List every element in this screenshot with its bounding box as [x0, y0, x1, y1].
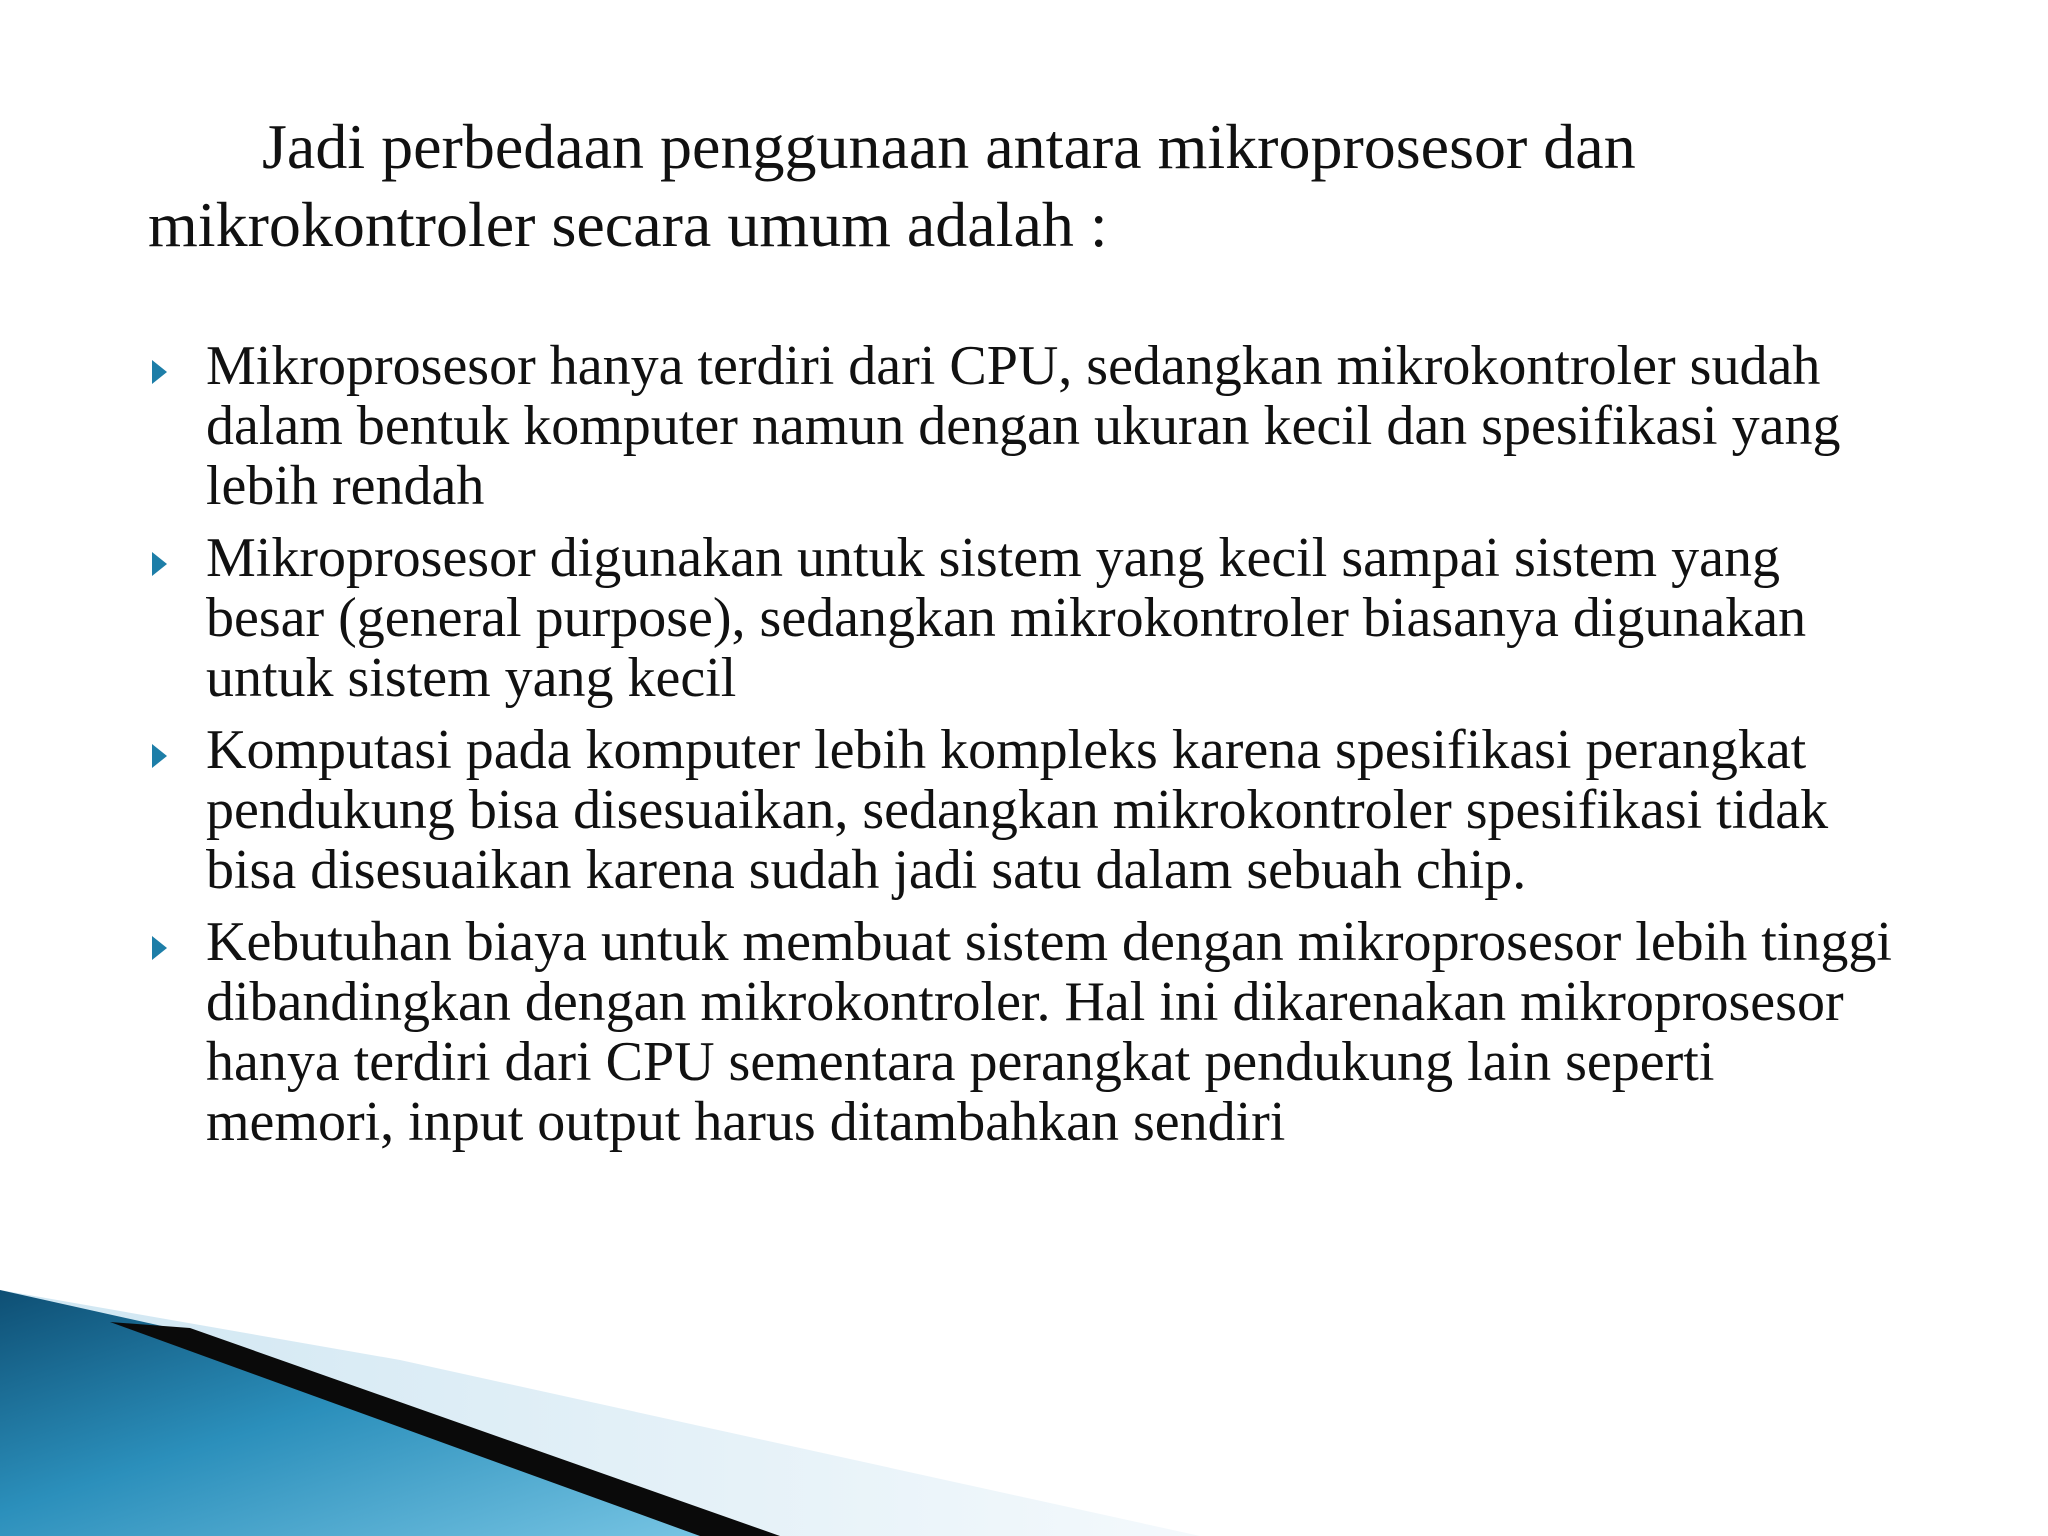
triangle-bullet-icon	[152, 360, 167, 384]
triangle-bullet-icon	[152, 744, 167, 768]
intro-text	[148, 108, 1908, 264]
list-item	[148, 912, 1908, 1152]
intro-line-1: Jadi perbedaan penggunaan antara mikroprosesor dan	[262, 111, 1636, 182]
list-item	[148, 720, 1908, 900]
list-item	[148, 528, 1908, 708]
list-item-text: Mikroprosesor hanya terdiri dari CPU, sedangkan mikrokontroler sudah dalam bentuk komputer namun dengan ukuran kecil dan spesifikasi yang lebih rendah	[206, 335, 1841, 517]
list-item-text: Kebutuhan biaya untuk membuat sistem dengan mikroprosesor lebih tinggi dibandingkan dengan mikrokontroler. Hal ini dikarenakan mikroprosesor hanya terdiri dari CPU sementara perangkat pendukung lain seperti memori, input output harus ditambahkan sendiri	[206, 911, 1892, 1153]
list-item-text: Komputasi pada komputer lebih kompleks karena spesifikasi perangkat pendukung bisa disesuaikan, sedangkan mikrokontroler spesifikasi tidak bisa disesuaikan karena sudah jadi satu dalam sebuah chip.	[206, 719, 1829, 901]
list-item-text: Mikroprosesor digunakan untuk sistem yang kecil sampai sistem yang besar (general purpose), sedangkan mikrokontroler biasanya digunakan untuk sistem yang kecil	[206, 527, 1807, 709]
triangle-bullet-icon	[152, 552, 167, 576]
list-item	[148, 336, 1908, 516]
bullet-list	[148, 336, 1908, 1164]
intro-line-2: mikrokontroler secara umum adalah :	[148, 189, 1108, 260]
triangle-bullet-icon	[152, 936, 167, 960]
